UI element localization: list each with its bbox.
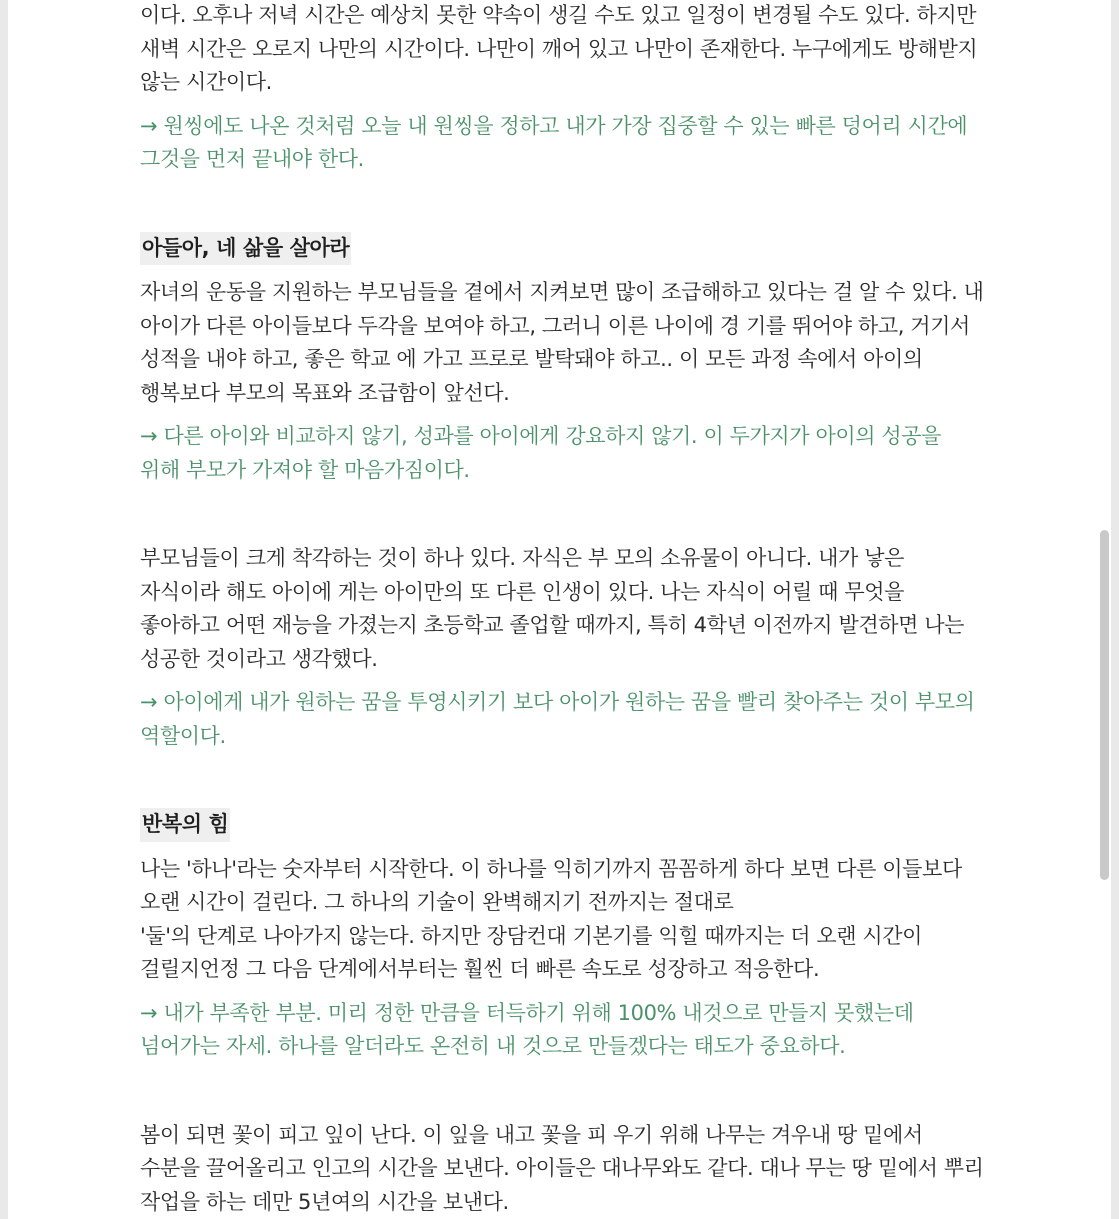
paragraph: 부모님들이 크게 착각하는 것이 하나 있다. 자식은 부 모의 소유물이 아니다. 내가 낳은 자식이라 해도 아이에 게는 아이만의 또 다른 인생이 있다. 나는 자식이 어릴 때 무엇을 좋아하고 어떤 재능을 가졌는지 초등학교 졸업할 때까지, 특히 4학년 이전까지 발견하면 나는 성공한 것이라고 생각했다.: [140, 546, 965, 671]
scrollbar[interactable]: [1097, 0, 1111, 1219]
paragraph: 봄이 되면 꽃이 피고 잎이 난다. 이 잎을 내고 꽃을 피 우기 위해 나무는 겨우내 땅 밑에서 수분을 끌어올리고 인고의 시간을 보낸다. 아이들은 대나무와도 같다. 대나 무는 땅 밑에서 뿌리 작업을 하는 데만 5년여의 시간을 보낸다.: [140, 1122, 984, 1214]
note-paragraph: → 원씽에도 나온 것처럼 오늘 내 원씽을 정하고 내가 가장 집중할 수 있는 빠른 덩어리 시간에 그것을 먼저 끝내야 한다.: [140, 113, 968, 171]
section-heading: 아들아, 네 삶을 살아라: [140, 232, 351, 266]
paragraph: '둘'의 단계로 나아가지 않는다. 하지만 장담컨대 기본기를 익힐 때까지는 더 오랜 시간이 걸릴지언정 그 다음 단계에서부터는 훨씬 더 빠른 속도로 성장하고 적응한다.: [140, 923, 923, 981]
document-page: [8, 0, 1111, 1219]
document-content: [140, 0, 986, 1219]
note-paragraph: → 내가 부족한 부분. 미리 정한 만큼을 터득하기 위해 100% 내것으로 만들지 못했는데 넘어가는 자세. 하나를 알더라도 온전히 내 것으로 만들겠다는 태도가 중요하다.: [140, 1000, 914, 1058]
note-paragraph: → 아이에게 내가 원하는 꿈을 투영시키기 보다 아이가 원하는 꿈을 빨리 찾아주는 것이 부모의 역할이다.: [140, 690, 975, 748]
paragraph: 자녀의 운동을 지원하는 부모님들을 곁에서 지켜보면 많이 조급해하고 있다는 걸 알 수 있다. 내 아이가 다른 아이들보다 두각을 보여야 하고, 그러니 이른 나이에 경 기를 뛰어야 하고, 거기서 성적을 내야 하고, 좋은 학교 에 가고 프로로 발탁돼야 하고.. 이 모든 과정 속에서 아이의 행복보다 부모의 목표와 조급함이 앞선다.: [140, 280, 984, 405]
scrollbar-thumb[interactable]: [1100, 530, 1109, 880]
section-heading: 반복의 힘: [140, 808, 230, 842]
note-paragraph: → 다른 아이와 비교하지 않기, 성과를 아이에게 강요하지 않기. 이 두가지가 아이의 성공을 위해 부모가 가져야 할 마음가짐이다.: [140, 424, 942, 482]
paragraph: 이다. 오후나 저녁 시간은 예상치 못한 약속이 생길 수도 있고 일정이 변경될 수도 있다. 하지만 새벽 시간은 오로지 나만의 시간이다. 나만이 깨어 있고 나만이 존재한다. 누구에게도 방해받지 않는 시간이다.: [140, 3, 978, 94]
paragraph: 나는 '하나'라는 숫자부터 시작한다. 이 하나를 익히기까지 꼼꼼하게 하다 보면 다른 이들보다 오랜 시간이 걸린다. 그 하나의 기술이 완벽해지기 전까지는 절대로: [140, 856, 962, 914]
